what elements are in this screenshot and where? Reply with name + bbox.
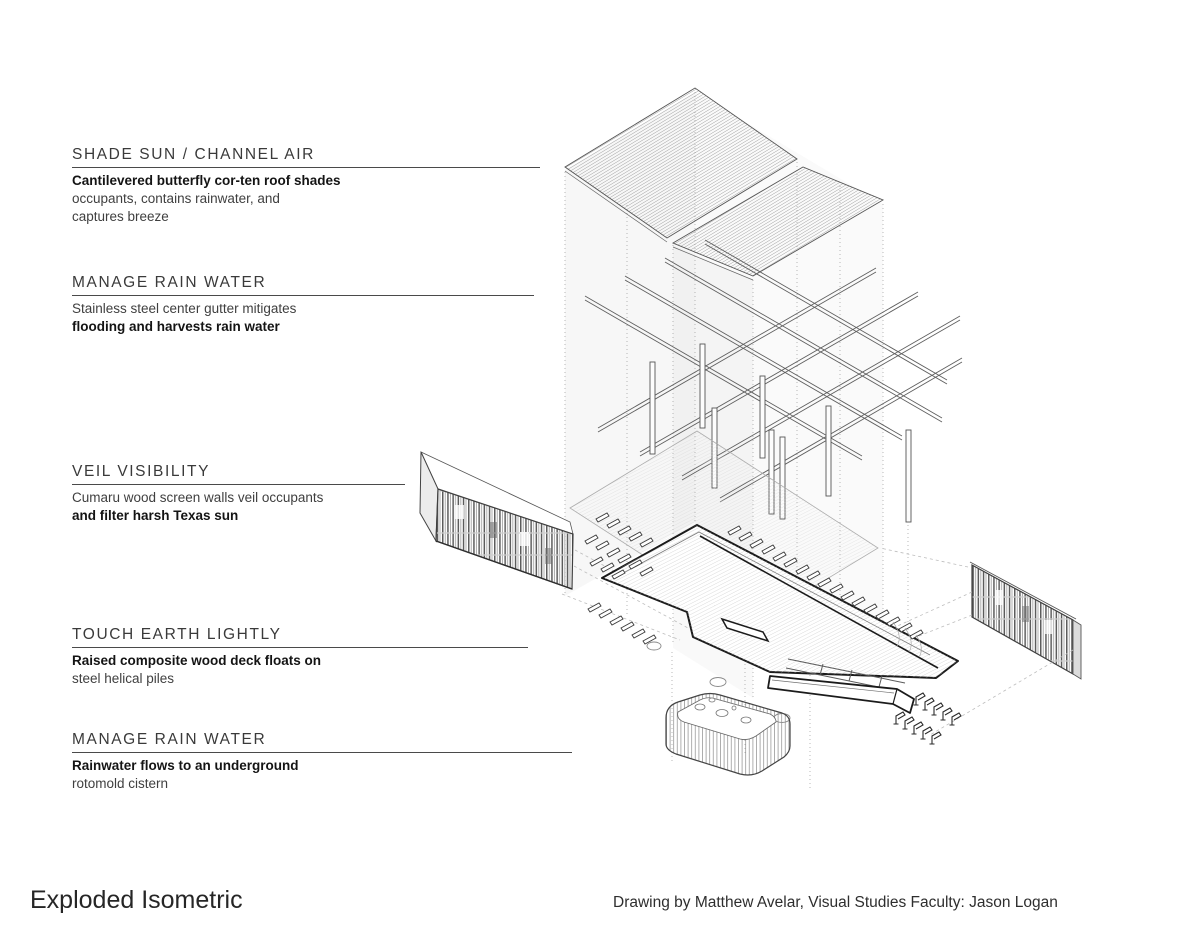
annotation-veil-visibility [72,463,552,525]
annotation-shade-sun [72,146,552,226]
heading-rule [72,167,540,168]
annotation-line: Rainwater flows to an underground [72,758,299,773]
heading-rule [72,752,572,753]
heading-rule [72,647,528,648]
annotation-line: occupants, contains rainwater, and [72,191,280,206]
annotation-line: steel helical piles [72,671,175,686]
screen-wall-right [970,562,1081,679]
annotation-heading: VEIL VISIBILITY [72,463,211,480]
annotation-heading: MANAGE RAIN WATER [72,731,267,748]
heading-rule [72,484,405,485]
annotation-line: Stainless steel center gutter mitigates [72,301,297,316]
annotation-line: flooding and harvests rain water [72,319,280,334]
annotation-line: Cantilevered butterfly cor-ten roof shades [72,173,341,188]
rotomold-cistern [666,694,790,776]
annotation-manage-rain-water-2 [72,731,552,793]
annotation-line: captures breeze [72,209,169,224]
annotation-line: Cumaru wood screen walls veil occupants [72,490,324,505]
annotation-heading: TOUCH EARTH LIGHTLY [72,626,282,643]
annotation-heading: SHADE SUN / CHANNEL AIR [72,146,315,163]
sheet-title: Exploded Isometric [30,886,243,914]
annotation-touch-earth-lightly [72,626,552,688]
annotation-line: rotomold cistern [72,776,169,791]
annotation-line: and filter harsh Texas sun [72,508,239,523]
annotation-line: Raised composite wood deck floats on [72,653,322,668]
annotation-manage-rain-water-1 [72,274,552,336]
heading-rule [72,295,534,296]
credit-line: Drawing by Matthew Avelar, Visual Studies Faculty: Jason Logan [613,894,1058,911]
annotation-heading: MANAGE RAIN WATER [72,274,267,291]
